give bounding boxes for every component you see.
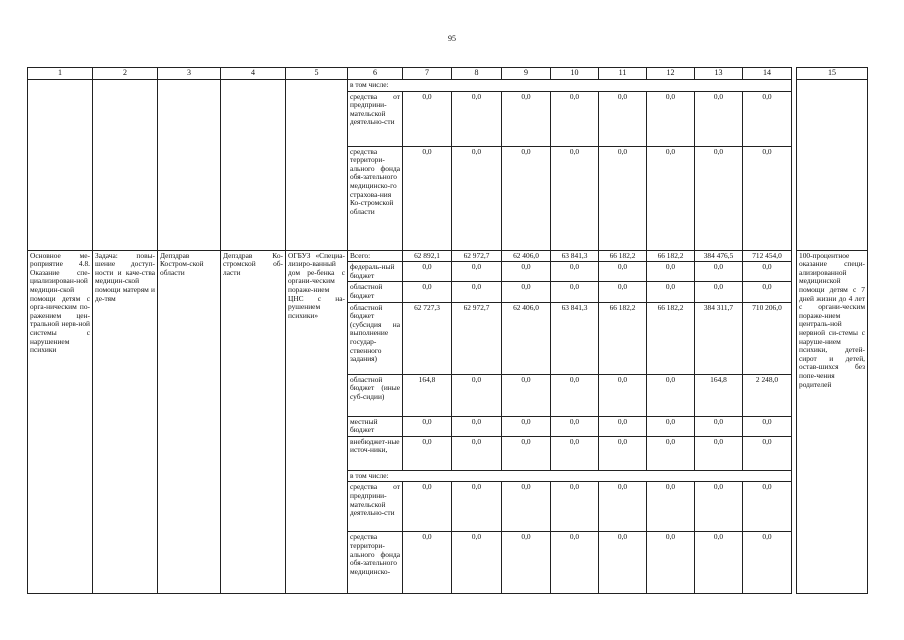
row-label: внебюджет-ные источ-ники, <box>348 436 403 470</box>
task-text: Задача: повы-шение доступ-ности и каче-ства медицин-ской помощи матерям и де-тям <box>93 250 158 594</box>
header-row <box>28 68 868 80</box>
value-cell: 0,0 <box>695 532 743 594</box>
value-cell: 0,0 <box>695 262 743 282</box>
value-cell: 0,0 <box>743 282 792 302</box>
value-cell: 0,0 <box>551 374 599 416</box>
row-label: Всего: <box>348 250 403 262</box>
value-cell: 63 841,3 <box>551 250 599 262</box>
value-cell: 0,0 <box>452 436 502 470</box>
value-cell: 0,0 <box>551 282 599 302</box>
value-cell: 0,0 <box>551 416 599 436</box>
value-cell: 0,0 <box>452 482 502 532</box>
value-cell: 0,0 <box>502 482 551 532</box>
value-cell: 0,0 <box>647 262 695 282</box>
value-cell: 0,0 <box>403 532 452 594</box>
value-cell: 0,0 <box>403 282 452 302</box>
value-cell: 384 311,7 <box>695 302 743 374</box>
value-cell: 0,0 <box>743 532 792 594</box>
column-header: 3 <box>158 68 221 80</box>
value-cell: 0,0 <box>452 416 502 436</box>
value-cell: 0,0 <box>452 146 502 250</box>
value-cell: 62 892,1 <box>403 250 452 262</box>
value-cell: 0,0 <box>695 146 743 250</box>
value-cell: 0,0 <box>599 374 647 416</box>
v-tom-chisle-label: в том числе: <box>348 80 792 92</box>
page-number: 95 <box>448 34 456 43</box>
row-label: средства территори-ального фонда обя-зательного медицинско-го страхова-ния Ко-стромской области <box>348 146 403 250</box>
row-label: средства от предприни-мательской деятельно-сти <box>348 91 403 146</box>
column-header: 15 <box>797 68 868 80</box>
value-cell: 164,8 <box>403 374 452 416</box>
value-cell: 0,0 <box>551 262 599 282</box>
value-cell: 0,0 <box>695 416 743 436</box>
value-cell: 0,0 <box>695 91 743 146</box>
column-header: 7 <box>403 68 452 80</box>
value-cell: 0,0 <box>551 91 599 146</box>
value-cell: 0,0 <box>403 482 452 532</box>
value-cell: 0,0 <box>647 146 695 250</box>
institution: ОГБУЗ «Специа-лизиро-ванный дом ре-бенка с органи-ческим пораже-нием ЦНС с на-рушением психики» <box>286 250 348 594</box>
measure-name: Основное ме-роприятие 4.8. Оказание спе-циализирован-ной медицин-ской помощи детям с орга-ническим по-ражением цен-тральной нерв-ной системы с нарушением психики <box>28 250 93 594</box>
value-cell: 0,0 <box>403 436 452 470</box>
column-header: 12 <box>647 68 695 80</box>
expected-result: 100-процентное оказание специ-ализированной медицинской помощи детям с 7 дней жизни до 4 лет с органи-ческим пораже-нием централь-ной нервной си-стемы с наруше-нием психики, детей-сирот и детей, остав-шихся без попе-чения родителей <box>797 250 868 594</box>
column-header: 9 <box>502 68 551 80</box>
value-cell: 62 972,7 <box>452 250 502 262</box>
value-cell: 0,0 <box>502 416 551 436</box>
budget-table <box>27 67 868 594</box>
value-cell: 0,0 <box>551 436 599 470</box>
empty-cell <box>797 80 868 251</box>
table-row <box>28 80 868 92</box>
empty-cell <box>286 80 348 251</box>
value-cell: 0,0 <box>502 374 551 416</box>
column-header: 4 <box>221 68 286 80</box>
table-row <box>28 250 868 262</box>
v-tom-chisle-label: в том числе: <box>348 470 792 482</box>
value-cell: 0,0 <box>599 482 647 532</box>
row-label: средства от предприни-мательской деятельно-сти <box>348 482 403 532</box>
column-header: 14 <box>743 68 792 80</box>
value-cell: 710 206,0 <box>743 302 792 374</box>
value-cell: 0,0 <box>502 91 551 146</box>
empty-cell <box>158 80 221 251</box>
value-cell: 0,0 <box>647 91 695 146</box>
value-cell: 62 972,7 <box>452 302 502 374</box>
value-cell: 0,0 <box>502 146 551 250</box>
value-cell: 0,0 <box>403 91 452 146</box>
value-cell: 0,0 <box>551 482 599 532</box>
value-cell: 0,0 <box>599 416 647 436</box>
value-cell: 66 182,2 <box>599 250 647 262</box>
value-cell: 0,0 <box>743 436 792 470</box>
value-cell: 0,0 <box>452 91 502 146</box>
row-label: местный бюджет <box>348 416 403 436</box>
value-cell: 0,0 <box>452 282 502 302</box>
column-header: 11 <box>599 68 647 80</box>
value-cell: 2 248,0 <box>743 374 792 416</box>
executor: Депздрав Ко-стромской об-ласти <box>221 250 286 594</box>
value-cell: 0,0 <box>452 374 502 416</box>
value-cell: 0,0 <box>743 91 792 146</box>
value-cell: 0,0 <box>647 416 695 436</box>
value-cell: 0,0 <box>502 282 551 302</box>
value-cell: 62 406,0 <box>502 302 551 374</box>
row-label: областной бюджет (иные суб-сидии) <box>348 374 403 416</box>
value-cell: 0,0 <box>403 146 452 250</box>
value-cell: 0,0 <box>743 482 792 532</box>
column-header: 5 <box>286 68 348 80</box>
value-cell: 66 182,2 <box>647 302 695 374</box>
value-cell: 0,0 <box>551 532 599 594</box>
column-header: 13 <box>695 68 743 80</box>
value-cell: 0,0 <box>599 146 647 250</box>
empty-cell <box>221 80 286 251</box>
value-cell: 0,0 <box>647 282 695 302</box>
value-cell: 0,0 <box>743 416 792 436</box>
row-label: областной бюджет <box>348 282 403 302</box>
value-cell: 66 182,2 <box>647 250 695 262</box>
empty-cell <box>93 80 158 251</box>
value-cell: 0,0 <box>502 532 551 594</box>
column-header: 8 <box>452 68 502 80</box>
value-cell: 66 182,2 <box>599 302 647 374</box>
value-cell: 0,0 <box>452 532 502 594</box>
value-cell: 384 476,5 <box>695 250 743 262</box>
value-cell: 62 406,0 <box>502 250 551 262</box>
column-header: 2 <box>93 68 158 80</box>
value-cell: 0,0 <box>647 436 695 470</box>
row-label: областной бюджет (субсидия на выполнение государ-ственного задания) <box>348 302 403 374</box>
value-cell: 0,0 <box>599 91 647 146</box>
value-cell: 0,0 <box>599 436 647 470</box>
value-cell: 0,0 <box>695 282 743 302</box>
value-cell: 0,0 <box>403 416 452 436</box>
value-cell: 0,0 <box>695 482 743 532</box>
row-label: средства территори-ального фонда обя-зательного медицинско- <box>348 532 403 594</box>
empty-cell <box>28 80 93 251</box>
column-header: 1 <box>28 68 93 80</box>
value-cell: 0,0 <box>647 374 695 416</box>
row-label: федераль-ный бюджет <box>348 262 403 282</box>
value-cell: 0,0 <box>551 146 599 250</box>
value-cell: 63 841,3 <box>551 302 599 374</box>
value-cell: 0,0 <box>695 436 743 470</box>
value-cell: 0,0 <box>599 282 647 302</box>
value-cell: 0,0 <box>599 262 647 282</box>
coordinator: Депздрав Костром-ской области <box>158 250 221 594</box>
value-cell: 0,0 <box>502 262 551 282</box>
value-cell: 712 454,0 <box>743 250 792 262</box>
value-cell: 0,0 <box>743 146 792 250</box>
value-cell: 0,0 <box>452 262 502 282</box>
column-header: 6 <box>348 68 403 80</box>
value-cell: 0,0 <box>647 532 695 594</box>
value-cell: 62 727,3 <box>403 302 452 374</box>
value-cell: 0,0 <box>403 262 452 282</box>
column-header: 10 <box>551 68 599 80</box>
value-cell: 0,0 <box>647 482 695 532</box>
value-cell: 0,0 <box>743 262 792 282</box>
value-cell: 0,0 <box>502 436 551 470</box>
value-cell: 0,0 <box>599 532 647 594</box>
value-cell: 164,8 <box>695 374 743 416</box>
